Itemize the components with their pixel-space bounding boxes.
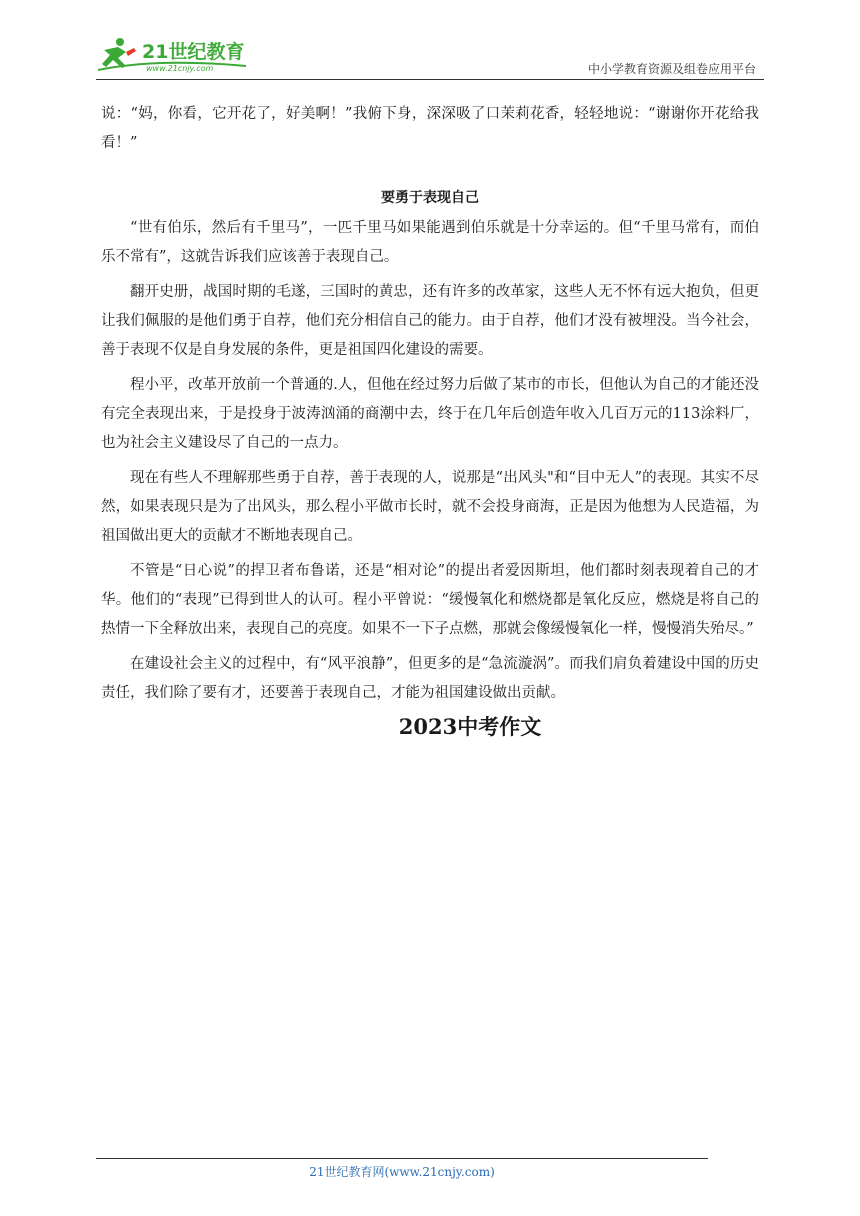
svg-text:21世纪教育: 21世纪教育 — [142, 41, 245, 63]
page-header — [96, 28, 764, 80]
footer-divider — [96, 1158, 708, 1159]
svg-text:www.21cnjy.com: www.21cnjy.com — [146, 64, 214, 73]
banner-title: 2023中考作文 — [398, 714, 542, 739]
footer-link[interactable]: 21世纪教育网(www.21cnjy.com) — [309, 1165, 495, 1179]
essay-paragraph-3: 程小平，改革开放前一个普通的.人，但他在经过努力后做了某市的市长，但他认为自己的才能还没有完全表现出来，于是投身于波涛汹涌的商潮中去，终于在几年后创造年收入几百万元的113涂料厂，也为社会主义建设尽了自己的一点力。 — [101, 377, 759, 451]
document-body — [101, 100, 759, 742]
essay-paragraph-5: 不管是“日心说”的捍卫者布鲁诺，还是“相对论”的提出者爱因斯坦，他们都时刻表现着自己的才华。他们的“表现”已得到世人的认可。程小平曾说：“缓慢氧化和燃烧都是氧化反应，燃烧是将自己的热情一下全释放出来，表现自己的亮度。如果不一下子点燃，那就会像缓慢氧化一样，慢慢消失殆尽。” — [101, 563, 759, 637]
intro-paragraph: 说：“妈，你看，它开花了，好美啊！”我俯下身，深深吸了口茉莉花香，轻轻地说：“谢谢你开花给我看！” — [101, 106, 759, 151]
21cnjy-logo — [96, 36, 266, 76]
essay-title: 要勇于表现自己 — [381, 190, 479, 206]
essay-paragraph-1: “世有伯乐，然后有千里马”，一匹千里马如果能遇到伯乐就是十分幸运的。但“千里马常有，而伯乐不常有”，这就告诉我们应该善于表现自己。 — [101, 220, 759, 265]
platform-tagline: 中小学教育资源及组卷应用平台 — [587, 62, 756, 76]
essay-paragraph-2: 翻开史册，战国时期的毛遂，三国时的黄忠，还有许多的改革家，这些人无不怀有远大抱负，但更让我们佩服的是他们勇于自荐，他们充分相信自己的能力。由于自荐，他们才没有被埋没。当今社会，善于表现不仅是自身发展的条件，更是祖国四化建设的需要。 — [101, 284, 759, 358]
essay-paragraph-4: 现在有些人不理解那些勇于自荐，善于表现的人，说那是“出风头"和“目中无人”的表现。其实不尽然，如果表现只是为了出风头，那么程小平做市长时，就不会投身商海，正是因为他想为人民造福，为祖国做出更大的贡献才不断地表现自己。 — [101, 470, 759, 544]
essay-paragraph-6: 在建设社会主义的过程中，有“风平浪静”，但更多的是“急流漩涡”。而我们肩负着建设中国的历史责任，我们除了要有才，还要善于表现自己，才能为祖国建设做出贡献。 — [101, 656, 759, 701]
header-divider — [96, 79, 764, 80]
